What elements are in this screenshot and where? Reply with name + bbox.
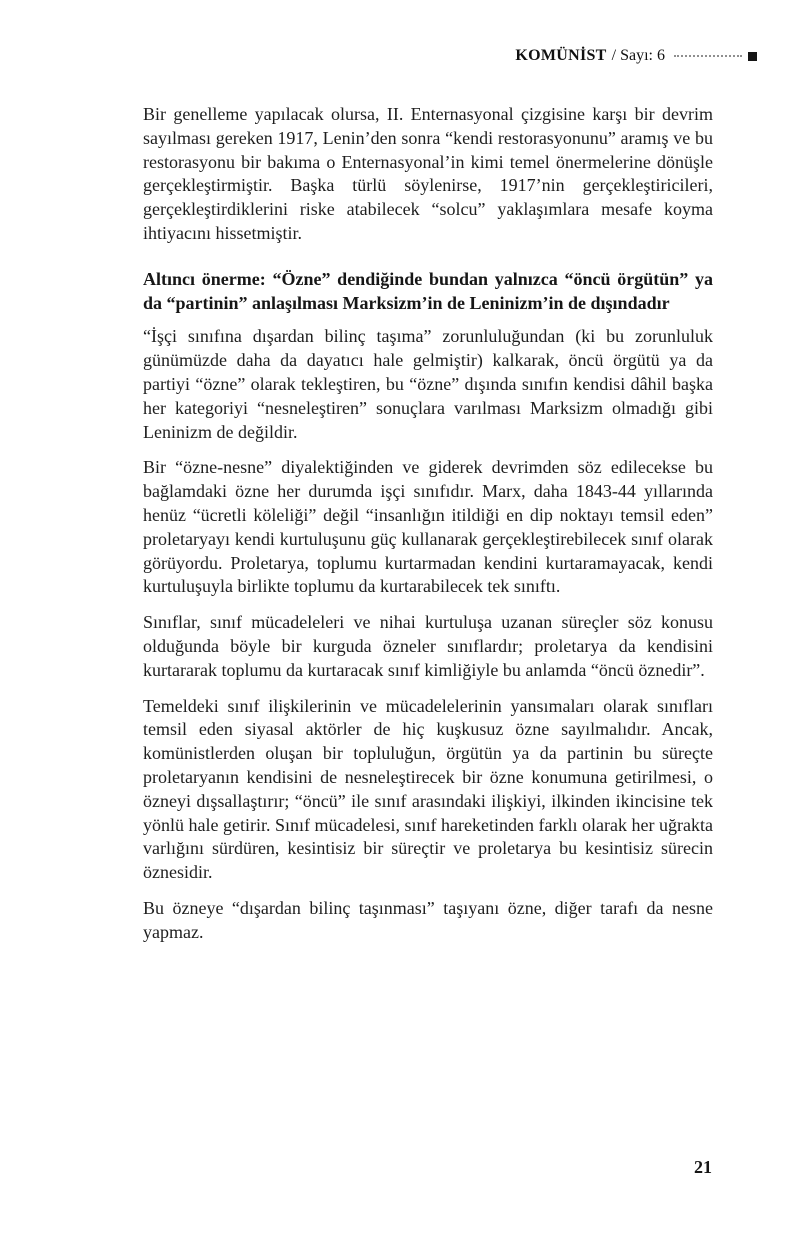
journal-title: KOMÜNİST — [515, 47, 607, 64]
paragraph-4: Sınıflar, sınıf mücadeleleri ve nihai kurtuluşa uzanan süreçler söz konusu olduğunda böyle bir kurguda özneler sınıflardır; proletarya da kendisini kurtararak toplumu da kurtaracak sınıf kimliğiyle bu anlamda “öncü öznedir”. — [143, 612, 713, 680]
paragraph-3: Bir “özne-nesne” diyalektiğinden ve giderek devrimden söz edilecekse bu bağlamdaki özne her durumda işçi sınıfıdır. Marx, daha 1843-44 yıllarında henüz “ücretli köleliği” değil “insanlığın itildiği en dip noktayı temsil eden” proletaryayı kendi kurtuluşunu güç kullanarak gerçekleştirebilecek sınıf olarak görüyordu. Proletarya, toplumu kurtarmadan kendini kurtaramayacak, kendi kurtuluşuyla birlikte toplumu da kurtarabilecek tek sınıftı. — [143, 457, 713, 597]
section-heading: Altıncı önerme: “Özne” dendiğinde bundan yalnızca “öncü örgütün” ya da “partinin” anlaşılması Marksizm’in de Leninizm’in de dışındadır — [143, 268, 713, 313]
paragraph-1: Bir genelleme yapılacak olursa, II. Enternasyonal çizgisine karşı bir devrim sayılması gereken 1917, Lenin’den sonra “kendi restorasyonunu” aramış ve bu restorasyonu bir bakıma o Enternasyonal’in kimi temel önermelerine dönüşle gerçekleştirmiştir. Başka türlü söylenirse, 1917’nin gerçekleştiricileri, gerçekleştirdiklerini riske atabilecek “solcu” yaklaşımlara mesafe koyma ihtiyacını hissetmiştir. — [143, 104, 713, 243]
square-marker-icon — [748, 52, 757, 61]
issue-label: / Sayı: 6 — [611, 47, 665, 64]
paragraph-6: Bu özneye “dışardan bilinç taşınması” taşıyanı özne, diğer tarafı da nesne yapmaz. — [143, 897, 713, 942]
header-dotted-rule — [674, 55, 742, 57]
page-header — [0, 47, 757, 65]
article-body — [143, 103, 713, 957]
page-number: 21 — [694, 1157, 712, 1177]
paragraph-2: “İşçi sınıfına dışardan bilinç taşıma” zorunluluğundan (ki bu zorunluluk günümüzde daha da dayatıcı hale gelmiştir) kalkarak, öncü örgütü ya da partiyi “özne” olarak tekleştiren, bu “özne” dışında sınıfın kendisi dâhil başka her kategoriyi “nesneleştiren” sonuçlara varılması Marksizm olmadığı gibi Leninizm de değildir. — [143, 326, 713, 442]
paragraph-5: Temeldeki sınıf ilişkilerinin ve mücadelelerinin yansımaları olarak sınıfları temsil eden siyasal aktörler de hiç kuşkusuz özne sayılmalıdır. Ancak, komünistlerden oluşan bir topluluğun, örgütün ya da partinin bu süreçte proletaryanın kendisini de nesneleştirecek bir özne konumuna getirilmesi, o özneyi dışsallaştırır; “öncü” ile sınıf arasındaki ilişkiyi, ilkinden ikincisine tek yönlü hale getirir. Sınıf mücadelesi, sınıf hareketinden farklı olarak her uğrakta varlığını sürdüren, kesintisiz bir süreçtir ve proletarya bu kesintisiz sürecin öznesidir. — [143, 695, 713, 883]
